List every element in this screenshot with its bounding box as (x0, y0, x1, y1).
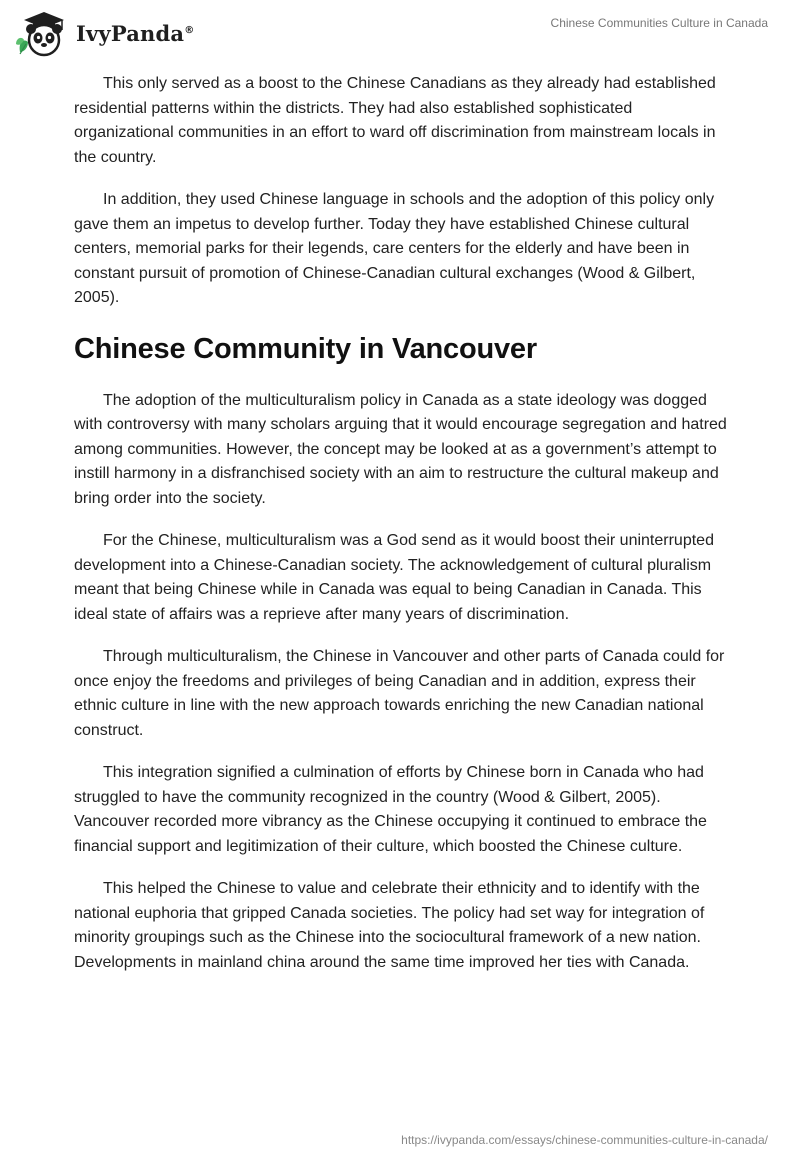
ivypanda-logo[interactable] (14, 8, 194, 58)
page-header (0, 0, 800, 70)
essay-content (74, 72, 734, 993)
panda-graduate-logo-icon (14, 8, 70, 58)
document-title: Chinese Communities Culture in Canada (550, 16, 768, 30)
registered-mark: ® (184, 24, 195, 36)
paragraph: For the Chinese, multiculturalism was a God send as it would boost their uninterrupted development into a Chinese-Canadian society. The acknowledgement of cultural pluralism meant that being Chinese while in Canada was equal to being Canadian in Canada. This ideal state of affairs was a reprieve after many years of discrimination. (74, 532, 714, 623)
paragraph: In addition, they used Chinese language in schools and the adoption of this policy only gave them an impetus to develop further. Today they have established Chinese cultural centers, memorial parks for their legends, care centers for the elderly and have been in constant pursuit of promotion of Chinese-Canadian cultural exchanges (Wood & Gilbert, 2005). (74, 191, 715, 306)
section-heading: Chinese Community in Vancouver (74, 332, 537, 365)
brand-name: IvyPanda® (76, 20, 195, 46)
paragraph: The adoption of the multiculturalism policy in Canada as a state ideology was dogged with controversy with many scholars arguing that it would encourage segregation and hatred among communities. However, the concept may be looked at as a government’s attempt to instill harmony in a disfranchised society with an aim to restructure the cultural makeup and bring order into the society. (74, 391, 727, 507)
paragraph: This helped the Chinese to value and celebrate their ethnicity and to identify with the national euphoria that gripped Canada societies. The policy had set way for integration of minority groupings such as the Chinese into the sociocultural framework of a new nation. Developments in mainland china around the same time improved her ties with Canada. (74, 880, 705, 971)
source-url[interactable]: https://ivypanda.com/essays/chinese-communities-culture-in-canada/ (401, 1133, 768, 1147)
paragraph: Through multiculturalism, the Chinese in Vancouver and other parts of Canada could for once enjoy the freedoms and privileges of being Canadian and in addition, express their ethnic culture in line with the new approach towards enriching the new Canadian national construct. (74, 648, 725, 739)
paragraph: This integration signified a culmination of efforts by Chinese born in Canada who had struggled to have the community recognized in the country (Wood & Gilbert, 2005). Vancouver recorded more vibrancy as the Chinese occupying it continued to embrace the financial support and legitimization of their culture, which boosted the Chinese culture. (74, 764, 707, 855)
paragraph: This only served as a boost to the Chinese Canadians as they already had established residential patterns within the districts. They had also established sophisticated organizational communities in an effort to ward off discrimination from mainstream locals in the country. (74, 75, 716, 166)
